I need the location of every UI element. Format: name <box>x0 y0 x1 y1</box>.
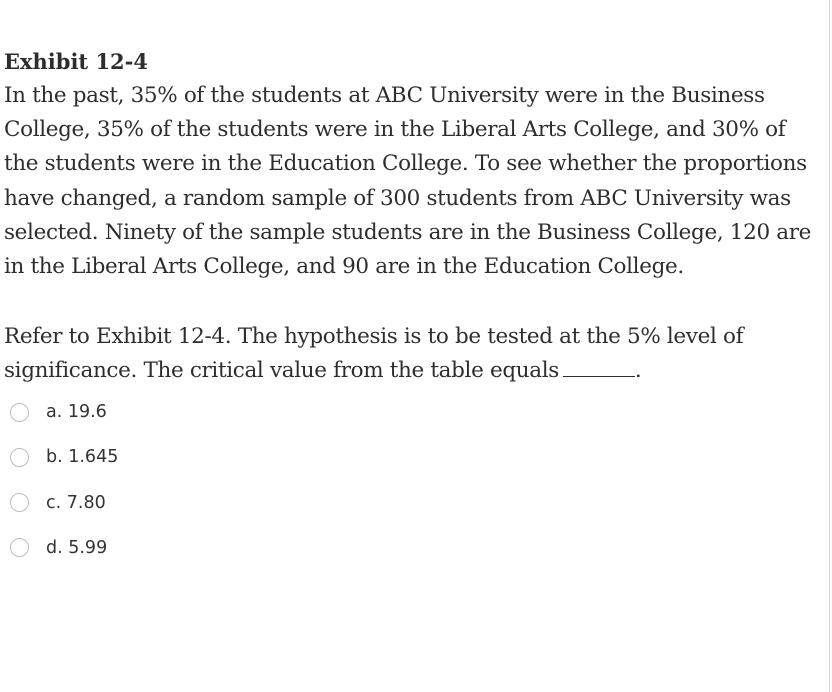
exhibit-body: In the past, 35% of the students at ABC University were in the Business College, 35% of the students were in the Liberal Arts College, and 30% of the students were in the Education College. To see whether the proportions have changed, a random sample of 300 students from ABC University was selected. Ninety of the sample students are in the Business College, 120 are in the Liberal Arts College, and 90 are in the Education College. <box>4 83 812 280</box>
option-a-label[interactable]: a. 19.6 <box>46 402 107 422</box>
option-b[interactable] <box>10 442 118 472</box>
option-d-label[interactable]: d. 5.99 <box>46 537 108 558</box>
question-prompt <box>4 320 826 388</box>
answer-blank <box>563 354 635 377</box>
option-c-label[interactable]: c. 7.80 <box>46 492 106 513</box>
page-right-border <box>829 0 830 692</box>
option-c[interactable] <box>10 488 118 518</box>
exhibit-title: Exhibit 12-4 <box>4 49 148 74</box>
option-d[interactable] <box>10 533 118 563</box>
question-prompt-end: . <box>634 358 642 384</box>
answer-options <box>10 397 118 578</box>
radio-option-a[interactable] <box>10 403 29 422</box>
question-prompt-text: Refer to Exhibit 12-4. The hypothesis is to be tested at the 5% level of significance. The critical value from the table equals <box>4 324 744 384</box>
option-a[interactable] <box>10 397 118 427</box>
radio-option-c[interactable] <box>10 493 29 512</box>
radio-option-b[interactable] <box>10 448 29 467</box>
question-block <box>4 45 826 389</box>
option-b-label[interactable]: b. 1.645 <box>46 447 119 468</box>
radio-option-d[interactable] <box>10 538 29 557</box>
